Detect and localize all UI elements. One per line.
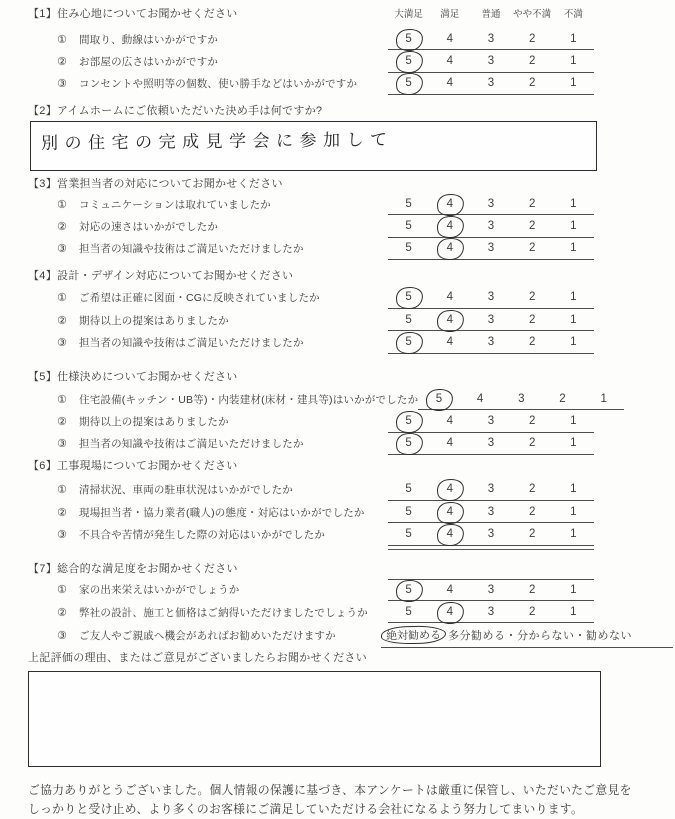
question-text: 弊社の設計、施工と価格はご納得いただけましたでしょうか bbox=[79, 606, 368, 619]
question-row bbox=[0, 193, 675, 215]
section-design bbox=[0, 268, 675, 354]
section-comments bbox=[0, 650, 675, 767]
rating-option-5[interactable]: 5 bbox=[388, 437, 429, 449]
rating-option-5[interactable]: 5 bbox=[418, 393, 459, 405]
question-text: ご希望は正確に図面・CGに反映されていましたか bbox=[79, 292, 320, 305]
footer-line-1: ご協力ありがとうございました。個人情報の保護に基づき、本アンケートは厳重に保管し、いただいたご意見を bbox=[28, 783, 632, 797]
rating-option-2[interactable]: 2 bbox=[528, 605, 536, 618]
rating-option-2[interactable]: 2 bbox=[528, 415, 536, 428]
rating-option-2[interactable]: 2 bbox=[528, 77, 536, 90]
recommend-scale bbox=[381, 623, 673, 648]
deciding-factor-answer-box[interactable] bbox=[30, 121, 597, 171]
rating-scale bbox=[388, 215, 594, 237]
handwritten-answer: 別の住宅の完成見学会に参加して bbox=[40, 130, 394, 153]
rating-option-4[interactable]: 4 bbox=[429, 242, 470, 254]
question-number: ③ bbox=[57, 78, 67, 91]
rating-option-5[interactable]: 5 bbox=[388, 55, 429, 67]
question-text: お部屋の広さはいかがですか bbox=[79, 56, 219, 69]
rating-scale bbox=[388, 601, 594, 623]
question-number: ③ bbox=[57, 243, 67, 256]
rating-option-5[interactable]: 5 bbox=[405, 483, 412, 496]
rating-option-4[interactable]: 4 bbox=[446, 335, 453, 348]
rating-option-5[interactable]: 5 bbox=[405, 220, 412, 233]
rating-option-3[interactable]: 3 bbox=[487, 437, 495, 450]
scale-header-neutral: 普通 bbox=[481, 9, 501, 20]
rating-option-4[interactable]: 4 bbox=[429, 483, 470, 495]
question-text: 担当者の知識や技術はご満足いただけましたか bbox=[79, 336, 304, 349]
rating-option-3[interactable]: 3 bbox=[487, 483, 495, 496]
question-text: ご友人やご親戚へ機会があればお勧めいただけますか bbox=[79, 630, 336, 643]
question-text: 不具合や苦情が発生した際の対応はいかがでしたか bbox=[79, 528, 326, 541]
rating-option-2[interactable]: 2 bbox=[528, 527, 536, 540]
scale-header-row bbox=[388, 6, 594, 20]
question-row bbox=[0, 238, 675, 260]
section-title: 【3】営業担当者の対応についてお聞かせください bbox=[28, 178, 283, 190]
rating-scale bbox=[388, 433, 594, 455]
rating-option-2[interactable]: 2 bbox=[528, 437, 536, 450]
rating-option-3[interactable]: 3 bbox=[487, 197, 495, 210]
question-row bbox=[0, 479, 675, 501]
question-row bbox=[0, 331, 675, 353]
rating-option-1[interactable]: 1 bbox=[570, 291, 577, 304]
rating-option-4[interactable]: 4 bbox=[446, 437, 453, 450]
question-number: ③ bbox=[57, 336, 67, 349]
rating-option-3[interactable]: 3 bbox=[487, 220, 495, 233]
rating-option-1[interactable]: 1 bbox=[570, 437, 577, 450]
question-text: 清掃状況、車両の駐車状況はいかがでしたか bbox=[79, 484, 293, 497]
rating-scale bbox=[388, 523, 594, 545]
rating-option-3[interactable]: 3 bbox=[487, 313, 495, 326]
rating-option-2[interactable]: 2 bbox=[528, 197, 536, 210]
section-construction-site bbox=[0, 458, 675, 546]
rating-option-3[interactable]: 3 bbox=[487, 32, 495, 45]
section-title: 【6】工事現場についてお聞かせください bbox=[28, 460, 238, 472]
question-number: ② bbox=[57, 56, 67, 69]
rating-scale bbox=[388, 73, 594, 95]
rating-option-1[interactable]: 1 bbox=[600, 392, 607, 405]
question-text: 間取り、動線はいかがですか bbox=[79, 33, 219, 46]
rating-scale bbox=[388, 50, 594, 72]
question-row-recommend bbox=[0, 623, 675, 648]
rating-option-5[interactable]: 5 bbox=[388, 77, 429, 89]
recommend-option-definitely[interactable]: 絶対勧める bbox=[381, 626, 446, 645]
rating-option-5[interactable]: 5 bbox=[405, 605, 412, 618]
question-number: ① bbox=[57, 33, 67, 46]
rating-option-5[interactable]: 5 bbox=[388, 33, 429, 45]
rating-option-5[interactable]: 5 bbox=[405, 527, 412, 540]
question-row bbox=[0, 215, 675, 237]
question-number: ③ bbox=[57, 438, 67, 451]
rating-option-5[interactable]: 5 bbox=[388, 336, 429, 348]
rating-option-2[interactable]: 2 bbox=[528, 583, 536, 596]
rating-option-3[interactable]: 3 bbox=[487, 77, 495, 90]
rating-scale bbox=[388, 238, 594, 260]
rating-option-4[interactable]: 4 bbox=[429, 198, 470, 210]
rating-option-5[interactable]: 5 bbox=[388, 415, 429, 427]
rating-scale bbox=[388, 479, 594, 501]
rating-option-4[interactable]: 4 bbox=[446, 32, 453, 45]
rating-option-3[interactable]: 3 bbox=[487, 605, 495, 618]
rating-option-2[interactable]: 2 bbox=[528, 483, 536, 496]
question-row bbox=[0, 28, 675, 50]
rating-scale bbox=[388, 579, 594, 601]
question-row bbox=[0, 73, 675, 95]
scale-header-dissatisfied: 不満 bbox=[563, 9, 583, 20]
question-text: 期待以上の提案はありましたか bbox=[79, 314, 229, 327]
question-row bbox=[0, 388, 675, 410]
rating-scale bbox=[388, 193, 594, 215]
section-overall-satisfaction bbox=[0, 561, 675, 648]
question-row bbox=[0, 309, 675, 331]
rating-option-4[interactable]: 4 bbox=[429, 506, 470, 518]
question-text: コミュニケーションは取れていましたか bbox=[79, 198, 271, 211]
section-title: 【2】アイムホームにご依頼いただいた決め手は何ですか? bbox=[28, 105, 323, 117]
rating-option-2[interactable]: 2 bbox=[559, 392, 566, 405]
rating-option-3[interactable]: 3 bbox=[487, 242, 495, 255]
question-number: ① bbox=[57, 292, 67, 305]
rating-option-1[interactable]: 1 bbox=[570, 583, 577, 596]
section-title: 【4】設計・デザイン対応についてお聞かせください bbox=[28, 270, 294, 282]
rating-scale bbox=[388, 287, 594, 309]
question-number: ② bbox=[57, 506, 67, 519]
recommend-options-rest[interactable]: 多分勧める・分からない・勧めない bbox=[448, 630, 632, 643]
rating-option-5[interactable]: 5 bbox=[388, 291, 429, 303]
scale-header-somewhat-dissatisfied: やや不満 bbox=[513, 9, 552, 20]
rating-option-4[interactable]: 4 bbox=[446, 291, 453, 304]
scale-header-very-satisfied: 大満足 bbox=[394, 9, 423, 20]
question-text: 担当者の知識や技術はご満足いただけましたか bbox=[79, 438, 304, 451]
question-text: コンセントや照明等の個数、使い勝手などはいかがですか bbox=[79, 78, 358, 91]
rating-option-4[interactable]: 4 bbox=[429, 606, 470, 618]
question-row bbox=[0, 579, 675, 601]
rating-option-1[interactable]: 1 bbox=[570, 313, 577, 326]
rating-option-4[interactable]: 4 bbox=[429, 528, 470, 540]
question-text: 住宅設備(キッチン・UB等)・内装建材(床材・建具等)はいかがでしたか bbox=[79, 393, 419, 406]
section-deciding-factor bbox=[0, 103, 675, 171]
rating-scale bbox=[418, 388, 624, 410]
rating-option-2[interactable]: 2 bbox=[528, 505, 536, 518]
question-row bbox=[0, 501, 675, 523]
rating-scale bbox=[388, 410, 594, 432]
rating-option-2[interactable]: 2 bbox=[528, 32, 536, 45]
section-specifications bbox=[0, 369, 675, 455]
question-number: ① bbox=[57, 484, 67, 497]
rating-option-4[interactable]: 4 bbox=[476, 392, 484, 405]
rating-scale bbox=[388, 331, 594, 353]
section-sales-rep bbox=[0, 176, 675, 260]
rating-option-3[interactable]: 3 bbox=[487, 583, 495, 596]
rating-option-1[interactable]: 1 bbox=[570, 605, 577, 618]
question-text: 現場担当者・協力業者(職人)の態度・対応はいかがでしたか bbox=[79, 506, 365, 519]
question-number: ② bbox=[57, 221, 67, 234]
rating-option-1[interactable]: 1 bbox=[570, 335, 577, 348]
question-number: ① bbox=[57, 393, 67, 406]
rating-option-3[interactable]: 3 bbox=[487, 527, 495, 540]
rating-option-2[interactable]: 2 bbox=[528, 313, 536, 326]
rating-option-3[interactable]: 3 bbox=[487, 335, 495, 348]
question-row bbox=[0, 601, 675, 623]
section-title: 【7】総合的な満足度をお聞かせください bbox=[28, 563, 238, 575]
rating-option-2[interactable]: 2 bbox=[528, 335, 536, 348]
rating-option-3[interactable]: 3 bbox=[487, 55, 495, 68]
rating-option-5[interactable]: 5 bbox=[388, 584, 429, 596]
rating-option-4[interactable]: 4 bbox=[446, 583, 453, 596]
footer-line-2: しっかりと受け止め、より多くのお客様にご満足していただける会社になるよう努力してまいります。 bbox=[28, 802, 584, 816]
rating-option-2[interactable]: 2 bbox=[528, 220, 536, 233]
comments-label: 上記評価の理由、またはご意見がございましたらお聞かせください bbox=[28, 652, 367, 664]
question-row bbox=[0, 50, 675, 72]
rating-option-1[interactable]: 1 bbox=[570, 505, 577, 518]
rating-option-4[interactable]: 4 bbox=[446, 415, 453, 428]
comments-box[interactable] bbox=[28, 671, 601, 767]
scale-header-satisfied: 満足 bbox=[440, 9, 460, 20]
rating-option-5[interactable]: 5 bbox=[405, 505, 412, 518]
rating-scale bbox=[388, 28, 594, 50]
rating-option-1[interactable]: 1 bbox=[570, 527, 577, 540]
rating-scale bbox=[388, 501, 594, 523]
footer-note bbox=[0, 781, 675, 819]
question-text: 対応の速さはいかがでしたか bbox=[79, 221, 219, 234]
rating-option-5[interactable]: 5 bbox=[405, 197, 412, 210]
rating-option-3[interactable]: 3 bbox=[487, 415, 495, 428]
rating-option-5[interactable]: 5 bbox=[405, 313, 412, 326]
question-number: ② bbox=[57, 314, 67, 327]
section-living-comfort bbox=[0, 6, 675, 95]
rating-option-3[interactable]: 3 bbox=[487, 505, 495, 518]
section-title: 【5】仕様決めについてお聞かせください bbox=[28, 371, 238, 383]
rating-option-1[interactable]: 1 bbox=[570, 77, 577, 90]
question-row bbox=[0, 433, 675, 455]
question-text: 期待以上の提案はありましたか bbox=[79, 416, 229, 429]
rating-option-1[interactable]: 1 bbox=[570, 220, 577, 233]
rating-option-1[interactable]: 1 bbox=[570, 32, 577, 45]
rating-option-1[interactable]: 1 bbox=[570, 242, 577, 255]
rating-option-1[interactable]: 1 bbox=[570, 197, 577, 210]
rating-option-2[interactable]: 2 bbox=[528, 291, 536, 304]
rating-option-4[interactable]: 4 bbox=[429, 220, 470, 232]
question-number: ① bbox=[57, 198, 67, 211]
rating-option-5[interactable]: 5 bbox=[405, 242, 412, 255]
rating-scale bbox=[388, 309, 594, 331]
section-title: 【1】住み心地についてお聞かせください bbox=[28, 8, 238, 20]
question-row bbox=[0, 410, 675, 432]
question-row bbox=[0, 287, 675, 309]
rating-option-4[interactable]: 4 bbox=[446, 77, 453, 90]
rating-option-2[interactable]: 2 bbox=[528, 55, 536, 68]
question-text: 家の出来栄えはいかがでしょうか bbox=[79, 584, 240, 597]
rating-option-3[interactable]: 3 bbox=[518, 392, 525, 405]
rating-option-1[interactable]: 1 bbox=[570, 415, 577, 428]
question-text: 担当者の知識や技術はご満足いただけましたか bbox=[79, 243, 304, 256]
rating-option-4[interactable]: 4 bbox=[429, 314, 470, 326]
rating-option-1[interactable]: 1 bbox=[570, 483, 577, 496]
question-number: ③ bbox=[57, 630, 67, 643]
question-number: ② bbox=[57, 416, 67, 429]
question-number: ① bbox=[57, 584, 67, 597]
rating-option-2[interactable]: 2 bbox=[528, 242, 536, 255]
rating-option-3[interactable]: 3 bbox=[487, 291, 495, 304]
rating-option-4[interactable]: 4 bbox=[446, 55, 453, 68]
question-number: ③ bbox=[57, 528, 67, 541]
question-row bbox=[0, 523, 675, 545]
rating-option-1[interactable]: 1 bbox=[570, 55, 577, 68]
question-number: ② bbox=[57, 606, 67, 619]
